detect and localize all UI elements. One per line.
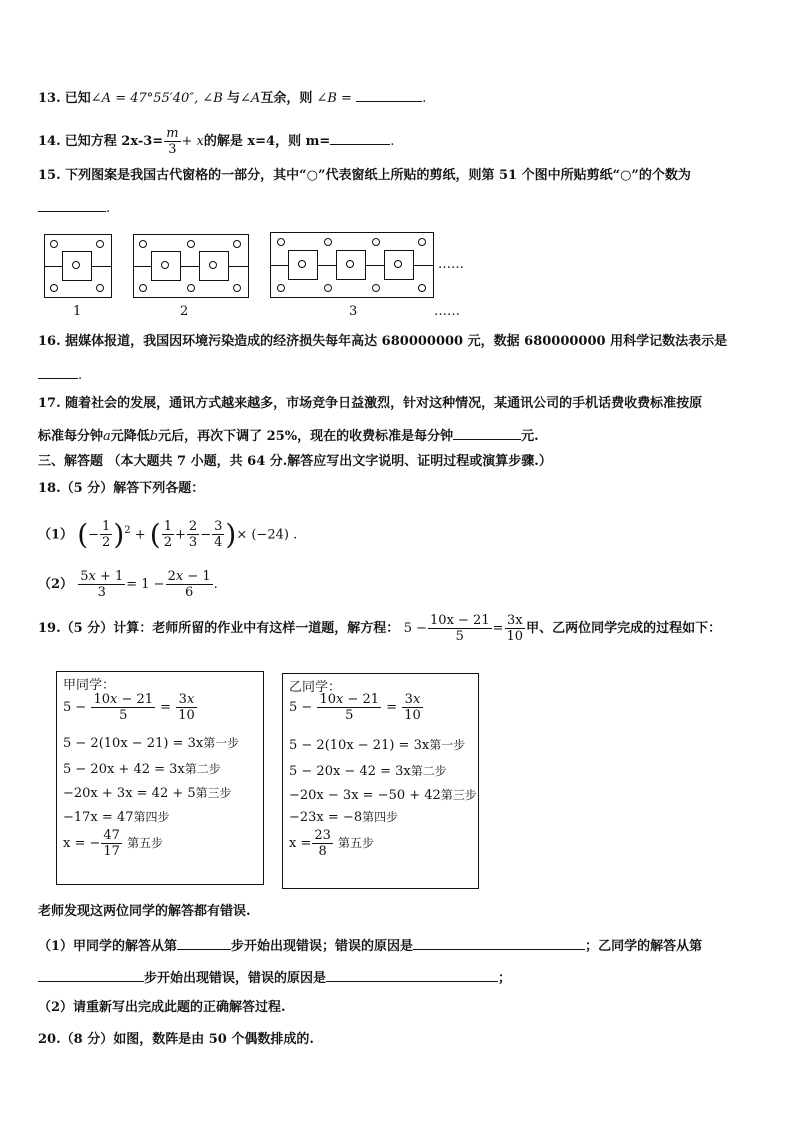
step-1: [63, 734, 239, 751]
eq-mid: =: [492, 621, 504, 636]
step-label: 第四步: [133, 810, 170, 824]
divider: [134, 266, 151, 267]
figure-label: 1: [73, 304, 82, 319]
answer-blank[interactable]: [38, 365, 78, 379]
sub-text: ；: [498, 971, 512, 986]
paper-circle: [298, 260, 306, 268]
step-label: 第一步: [429, 738, 466, 752]
q17-text: 标准每分钟: [38, 429, 104, 444]
q19-heading: （5 分）计算：老师所留的作业中有这样一道题，解方程：: [60, 621, 400, 636]
step-expr: 5 − 20x − 42 = 3x: [289, 764, 411, 779]
period: .: [422, 91, 427, 106]
step-label: 第三步: [195, 786, 232, 800]
step-expr: 5 − 2(10x − 21) = 3x: [289, 738, 430, 753]
answer-blank[interactable]: [177, 936, 231, 950]
paper-circle: [50, 240, 58, 248]
numerator: 23: [314, 828, 331, 843]
q14-text-c: 的解是 x=4，则 m=: [203, 134, 331, 149]
divider: [45, 266, 62, 267]
divider: [318, 265, 336, 266]
step-expr: −20x − 3x = −50 + 42: [289, 788, 441, 803]
figure-label: 2: [180, 304, 189, 319]
denominator: 17: [103, 844, 120, 859]
question-13: [38, 88, 426, 108]
step-5: [289, 828, 374, 859]
sub-text: （1）甲同学的解答从第: [38, 939, 178, 954]
paper-circle: [394, 260, 402, 268]
divider: [271, 265, 288, 266]
answer-blank[interactable]: [330, 131, 390, 145]
answer-blank[interactable]: [356, 88, 422, 102]
sub-text: 步开始出现错误，错误的原因是: [144, 971, 327, 986]
paper-circle: [277, 284, 285, 292]
q18-heading: （5 分）解答下列各题：: [60, 481, 205, 496]
q13-angle: ∠A = 47°55′40″, ∠B: [90, 91, 223, 106]
question-17: [38, 395, 702, 413]
answer-blank[interactable]: [413, 936, 585, 950]
period: .: [213, 577, 218, 592]
step-expr: x =: [289, 836, 312, 851]
step-label: 第五步: [338, 836, 375, 850]
sub-text: ；乙同学的解答从第: [585, 939, 703, 954]
q19-sub1-line2: [38, 968, 511, 988]
paper-circle: [96, 284, 104, 292]
paper-circle: [50, 284, 58, 292]
numerator: 47: [103, 828, 120, 843]
step-expr: −17x = 47: [63, 810, 134, 825]
question-number: 15.: [38, 168, 61, 183]
question-number: 14.: [38, 134, 61, 149]
divider: [92, 266, 111, 267]
step-0: 5 − $\frac{10x - 21}{5}$ = $\frac{3x}{10}$: [63, 692, 195, 723]
paper-circle: [233, 284, 241, 292]
section-heading: 三、解答题 （本大题共 7 小题，共 64 分.解答应写出文字说明、证明过程或演算步骤.）: [38, 454, 552, 469]
paper-circle: [372, 284, 380, 292]
solution-box-jia: [56, 671, 264, 885]
window-pattern-1: [44, 234, 112, 298]
step-expr: 5 − 2(10x − 21) = 3x: [63, 736, 204, 751]
ellipsis: ……: [438, 257, 464, 272]
question-16: [38, 333, 727, 351]
part-label: （1）: [38, 527, 74, 543]
answer-blank[interactable]: [326, 968, 498, 982]
answer-blank[interactable]: [38, 198, 106, 212]
paper-circle: [187, 240, 195, 248]
q19-sub2: （2）请重新写出完成此题的正确解答过程.: [38, 1000, 286, 1015]
numerator: 10x − 21: [430, 613, 490, 628]
paper-circle: [346, 260, 354, 268]
eq-lead: 5 −: [403, 621, 428, 636]
step-label: 第四步: [362, 810, 399, 824]
step-label: 第三步: [440, 788, 477, 802]
question-20: [38, 1031, 314, 1049]
numerator: m: [166, 126, 179, 141]
q17-end: 元.: [521, 429, 539, 444]
q13-text-c: 互余，则: [260, 91, 313, 106]
step-2: [289, 762, 447, 779]
q15-answer-line: [38, 198, 110, 218]
step-4: [289, 808, 398, 825]
q19-found: 老师发现这两位同学的解答都有错误.: [38, 904, 251, 919]
window-pattern-3: [270, 232, 434, 298]
q18-eq: = 1 −: [126, 577, 165, 592]
question-number: 16.: [38, 334, 61, 349]
q13-text: 已知: [64, 91, 91, 106]
paper-circle: [324, 238, 332, 246]
var-b: b: [149, 429, 159, 444]
denominator: 3: [168, 142, 177, 157]
paper-circle: [96, 240, 104, 248]
q16-text: 据媒体报道，我国因环境污染造成的经济损失每年高达 680000000 元，数据 680000000 用科学记数法表示是: [65, 334, 728, 349]
answer-blank[interactable]: [38, 968, 144, 982]
q15-text: 下列图案是我国古代窗格的一部分，其中“○”代表窗纸上所贴的剪纸，则第 51 个图中所贴剪纸“○”的个数为: [65, 168, 691, 183]
question-number: 19.: [38, 621, 61, 636]
step-expr: 5 − 20x + 42 = 3x: [63, 762, 185, 777]
denominator: 5: [455, 629, 464, 644]
question-number: 17.: [38, 396, 61, 411]
paper-circle: [277, 238, 285, 246]
answer-blank[interactable]: [453, 426, 521, 440]
paper-circle: [187, 284, 195, 292]
fraction: [164, 126, 180, 157]
divider: [181, 266, 199, 267]
paper-circle: [418, 238, 426, 246]
step-2: [63, 760, 221, 777]
paper-circle: [418, 284, 426, 292]
period: .: [390, 134, 395, 149]
question-19: [38, 612, 721, 646]
question-18: [38, 480, 204, 498]
step-label: 第五步: [127, 836, 164, 850]
step-expr: x = −: [63, 836, 101, 851]
q19-tail: 甲、乙两位同学完成的过程如下：: [526, 621, 722, 636]
q14-term: + x: [181, 134, 204, 149]
step-1: [289, 736, 465, 753]
divider: [414, 265, 433, 266]
paper-circle: [161, 261, 169, 269]
step-0: 5 − $\frac{10x - 21}{5}$ = $\frac{3x}{10}$: [289, 692, 421, 723]
step-label: 第一步: [203, 736, 240, 750]
period: .: [78, 368, 83, 383]
q20-text: （8 分）如图，数阵是由 50 个偶数排成的.: [60, 1032, 314, 1047]
var-a: a: [103, 429, 111, 444]
q18-tail: × (−24) .: [236, 527, 298, 543]
question-15: [38, 167, 691, 185]
q16-answer-line: [38, 365, 82, 385]
q18-part1: （1） (− $\frac{1}{2}$ )$^2$ + ( $\frac{1}{2}$ + $\frac{2}{3}$ − $\frac{3}{4}$ )× (−24) .: [38, 517, 298, 551]
paper-circle: [72, 261, 80, 269]
step-expr: −23x = −8: [289, 810, 363, 825]
q13-text-b: 与: [227, 91, 241, 106]
question-number: 13.: [38, 91, 61, 106]
step-4: [63, 808, 169, 825]
paper-circle: [233, 240, 241, 248]
ellipsis: ……: [434, 304, 460, 319]
window-pattern-2: [133, 234, 249, 298]
question-14: [38, 126, 394, 157]
solution-box-yi: [282, 673, 479, 889]
paper-circle: [209, 261, 217, 269]
q14-text: 已知方程 2x-3=: [64, 134, 164, 149]
box-title: 甲同学：: [63, 678, 116, 693]
period: .: [106, 201, 111, 216]
numerator: 3x: [505, 613, 526, 629]
denominator: 8: [318, 844, 327, 859]
q19-sub1: [38, 936, 702, 956]
question-number: 18.: [38, 481, 61, 496]
figure-label: 3: [349, 304, 358, 319]
q13-angle-b: ∠B =: [316, 91, 352, 106]
q17-text: 元后，再次下调了 25%，现在的收费标准是每分钟: [158, 429, 454, 444]
step-expr: −20x + 3x = 42 + 5: [63, 786, 196, 801]
q17-text: 元降低: [110, 429, 150, 444]
sub-text: 步开始出现错误；错误的原因是: [231, 939, 414, 954]
divider: [229, 266, 248, 267]
paper-circle: [139, 284, 147, 292]
step-5: [63, 828, 163, 859]
question-number: 20.: [38, 1032, 61, 1047]
step-3: [63, 784, 232, 801]
divider: [366, 265, 384, 266]
q18-part2: （2） $\frac{5x + 1}{3}$ = 1 − $\frac{2x - 1}{6}$ .: [38, 569, 218, 600]
q17-line2: [38, 426, 539, 446]
denominator: 10: [506, 629, 524, 644]
step-3: [289, 786, 477, 803]
paper-circle: [139, 240, 147, 248]
step-label: 第二步: [410, 764, 447, 778]
paper-circle: [372, 238, 380, 246]
q17-text: 随着社会的发展，通讯方式越来越多，市场竞争日益激烈，针对这种情况，某通讯公司的手机话费收费标准按原: [65, 396, 703, 411]
step-label: 第二步: [184, 762, 221, 776]
q13-angle-a: ∠A: [240, 91, 261, 106]
box-title: 乙同学：: [289, 680, 342, 695]
paper-circle: [324, 284, 332, 292]
part-label: （2）: [38, 577, 74, 592]
